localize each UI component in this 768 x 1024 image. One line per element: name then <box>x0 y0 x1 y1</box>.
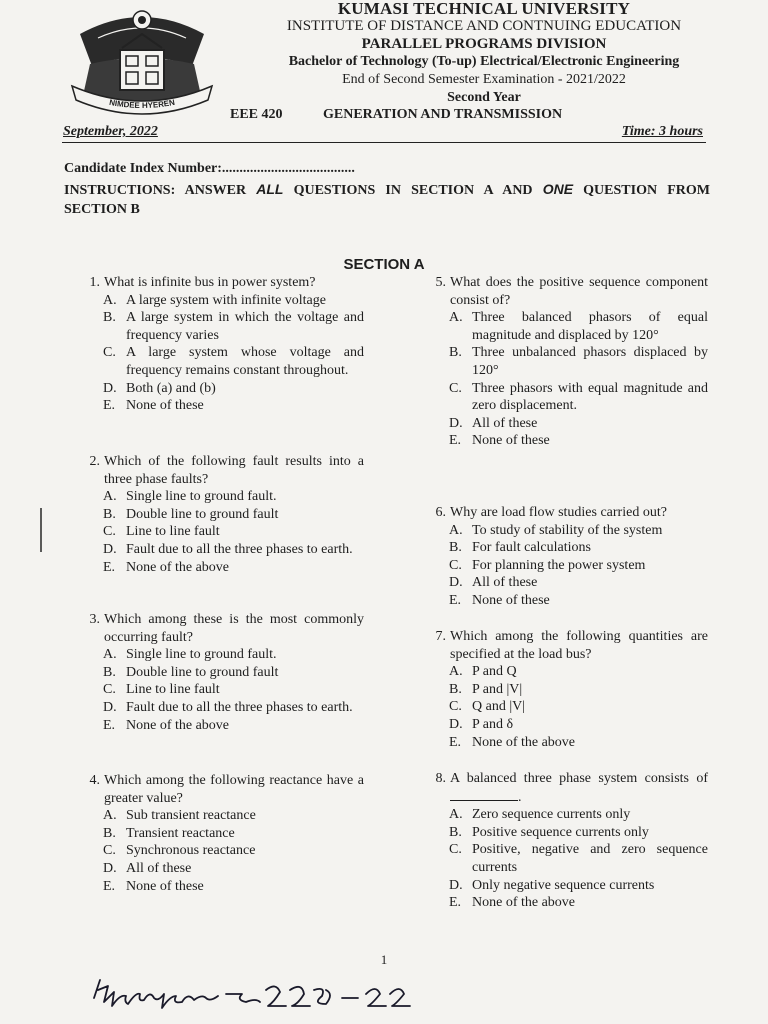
university-crest-logo <box>62 4 222 122</box>
question-text-end: . <box>518 789 522 805</box>
answer-option <box>426 663 708 681</box>
header-divider <box>62 142 706 143</box>
answer-option <box>80 506 364 524</box>
answer-option <box>426 734 708 752</box>
option-text: Zero sequence currents only <box>472 807 631 823</box>
answer-option <box>80 860 364 878</box>
option-text: Positive, negative and zero sequence currents <box>472 842 708 875</box>
course-code: EEE 420 <box>230 107 283 122</box>
question-text: Which of the following fault results into a three phase faults? <box>104 454 364 487</box>
signature-text: Ktupcuhbee 2428-22 <box>90 972 99 973</box>
question-text: Which among these is the most commonly occurring fault? <box>104 612 364 645</box>
option-text: To study of stability of the system <box>472 522 663 538</box>
option-text: Only negative sequence currents <box>472 877 655 893</box>
option-text: A large system in which the voltage and frequency varies <box>126 310 364 343</box>
option-letter: E. <box>103 717 116 733</box>
instructions-part2: QUESTIONS IN SECTION A AND <box>283 183 543 198</box>
option-text: Single line to ground fault. <box>126 647 277 663</box>
option-letter: B. <box>103 825 116 841</box>
question-7 <box>426 628 708 751</box>
question-number: 3. <box>89 612 100 627</box>
question-6 <box>426 504 708 610</box>
option-letter: B. <box>449 345 462 361</box>
margin-pen-mark <box>38 506 44 554</box>
crest-motto: NIMDEE HYEREN <box>108 97 176 111</box>
option-text: None of these <box>472 592 550 608</box>
question-1 <box>80 274 364 415</box>
option-letter: E. <box>449 895 462 911</box>
option-text: None of the above <box>472 734 576 750</box>
answer-option <box>80 523 364 541</box>
question-stem <box>426 274 708 309</box>
option-text: None of the above <box>472 895 576 911</box>
option-text: Both (a) and (b) <box>126 380 216 396</box>
option-text: None of the above <box>126 717 230 733</box>
option-text: P and δ <box>472 716 514 732</box>
question-stem <box>80 274 364 292</box>
option-text: A large system with infinite voltage <box>126 292 326 308</box>
question-3 <box>80 611 364 734</box>
answer-option <box>426 522 708 540</box>
question-number: 1. <box>89 275 100 290</box>
option-text: P and |V| <box>472 681 523 697</box>
option-letter: D. <box>449 415 463 431</box>
option-text: All of these <box>472 575 538 591</box>
answer-option <box>426 841 708 876</box>
section-title: SECTION A <box>343 256 425 273</box>
option-text: Fault due to all the three phases to earth. <box>126 541 353 557</box>
answer-option <box>426 380 708 415</box>
option-letter: E. <box>449 433 462 449</box>
option-text: P and Q <box>472 664 517 680</box>
university-name: KUMASI TECHNICAL UNIVERSITY <box>337 0 631 18</box>
option-text: Double line to ground fault <box>126 506 279 522</box>
question-5 <box>426 274 708 450</box>
option-letter: A. <box>449 807 463 823</box>
option-letter: D. <box>449 575 463 591</box>
option-letter: A. <box>103 292 117 308</box>
answer-option <box>80 699 364 717</box>
answer-option <box>426 309 708 344</box>
question-number: 8. <box>435 771 446 786</box>
option-letter: D. <box>103 699 117 715</box>
option-letter: B. <box>449 824 462 840</box>
answer-option <box>80 842 364 860</box>
option-text: None of the above <box>126 559 230 575</box>
option-text: Synchronous reactance <box>126 843 256 859</box>
option-letter: A. <box>449 522 463 538</box>
instructions-part3: QUESTION FROM SECTION B <box>64 183 710 217</box>
option-text: For fault calculations <box>472 540 591 556</box>
fill-in-blank <box>450 788 518 801</box>
option-letter: B. <box>103 664 116 680</box>
answer-option <box>426 877 708 895</box>
answer-option <box>426 894 708 912</box>
page-number: 1 <box>380 952 388 967</box>
option-letter: D. <box>103 860 117 876</box>
exam-duration: Time: 3 hours <box>621 124 703 139</box>
option-letter: B. <box>103 310 116 326</box>
option-letter: E. <box>103 878 116 894</box>
answer-option <box>80 344 364 379</box>
option-letter: B. <box>449 681 462 697</box>
option-letter: E. <box>449 734 462 750</box>
option-text: Sub transient reactance <box>126 808 256 824</box>
option-text: Single line to ground fault. <box>126 489 277 505</box>
option-letter: C. <box>103 345 116 361</box>
option-text: Three unbalanced phasors displaced by 120° <box>472 345 708 378</box>
question-number: 7. <box>435 629 446 644</box>
question-number: 5. <box>435 275 446 290</box>
answer-option <box>426 698 708 716</box>
option-letter: C. <box>103 682 116 698</box>
course-title: GENERATION AND TRANSMISSION <box>323 107 563 122</box>
exam-date: September, 2022 <box>63 124 158 139</box>
question-number: 2. <box>89 454 100 469</box>
question-8 <box>426 770 708 912</box>
question-text: Which among the following quantities are specified at the load bus? <box>450 629 708 662</box>
answer-option <box>426 539 708 557</box>
option-text: For planning the power system <box>472 557 646 573</box>
option-text: None of these <box>472 433 550 449</box>
answer-option <box>80 664 364 682</box>
question-text: Why are load flow studies carried out? <box>450 505 667 520</box>
institute-name: INSTITUTE OF DISTANCE AND CONTNUING EDUCATION <box>286 18 682 34</box>
question-2 <box>80 453 364 576</box>
division-name: PARALLEL PROGRAMS DIVISION <box>361 36 607 52</box>
instructions-one: ONE <box>542 181 574 197</box>
instructions <box>64 180 710 219</box>
answer-option <box>426 344 708 379</box>
question-text: Which among the following reactance have a greater value? <box>104 773 364 806</box>
question-text: What is infinite bus in power system? <box>104 275 316 290</box>
question-text: What does the positive sequence component consist of? <box>450 275 708 308</box>
answer-option <box>80 807 364 825</box>
answer-option <box>426 681 708 699</box>
option-letter: E. <box>449 592 462 608</box>
option-text: All of these <box>472 415 538 431</box>
answer-option <box>80 681 364 699</box>
answer-option <box>80 825 364 843</box>
option-text: Positive sequence currents only <box>472 824 649 840</box>
question-stem <box>80 611 364 646</box>
question-stem <box>80 453 364 488</box>
option-text: Three balanced phasors of equal magnitude and displaced by 120° <box>472 310 708 343</box>
option-letter: A. <box>103 808 117 824</box>
option-letter: A. <box>449 664 463 680</box>
option-letter: E. <box>103 398 116 414</box>
option-letter: C. <box>103 524 116 540</box>
question-number: 6. <box>435 505 446 520</box>
option-letter: A. <box>449 310 463 326</box>
option-text: Double line to ground fault <box>126 664 279 680</box>
option-text: Transient reactance <box>126 825 235 841</box>
option-letter: C. <box>449 557 462 573</box>
option-letter: A. <box>103 489 117 505</box>
option-letter: D. <box>103 380 117 396</box>
option-letter: C. <box>103 843 116 859</box>
question-text: A balanced three phase system consists of <box>450 771 708 786</box>
option-letter: C. <box>449 380 462 396</box>
option-text: Line to line fault <box>126 682 220 698</box>
question-stem <box>80 772 364 807</box>
year-label: Second Year <box>447 90 521 105</box>
instructions-all: ALL <box>256 181 284 197</box>
answer-option <box>80 292 364 310</box>
answer-option <box>426 806 708 824</box>
question-number: 4. <box>89 773 100 788</box>
instructions-part1: INSTRUCTIONS: ANSWER <box>64 183 257 198</box>
answer-option <box>80 646 364 664</box>
option-letter: B. <box>449 540 462 556</box>
answer-option <box>426 415 708 433</box>
candidate-index-field: Candidate Index Number:...................................... <box>64 161 355 176</box>
question-stem <box>426 504 708 522</box>
answer-option <box>426 574 708 592</box>
option-letter: A. <box>103 647 117 663</box>
option-letter: D. <box>449 877 463 893</box>
handwritten-signature <box>90 972 420 1012</box>
option-letter: C. <box>449 842 462 858</box>
answer-option <box>80 380 364 398</box>
answer-option <box>426 557 708 575</box>
question-4 <box>80 772 364 895</box>
answer-option <box>80 717 364 735</box>
answer-option <box>426 824 708 842</box>
option-letter: C. <box>449 699 462 715</box>
answer-option <box>80 541 364 559</box>
option-text: A large system whose voltage and frequency remains constant throughout. <box>126 345 364 378</box>
question-stem <box>426 628 708 663</box>
option-letter: D. <box>449 716 463 732</box>
answer-option <box>80 488 364 506</box>
option-letter: B. <box>103 506 116 522</box>
answer-option <box>80 559 364 577</box>
question-stem <box>426 770 708 806</box>
option-text: Three phasors with equal magnitude and zero displacement. <box>472 380 708 414</box>
answer-option <box>80 878 364 896</box>
option-text: Q and |V| <box>472 699 526 715</box>
answer-option <box>426 432 708 450</box>
answer-option <box>426 716 708 734</box>
option-text: None of these <box>126 878 204 894</box>
answer-option <box>80 397 364 415</box>
exam-name: End of Second Semester Examination - 2021/2022 <box>342 72 626 87</box>
option-text: Fault due to all the three phases to earth. <box>126 699 353 715</box>
programme-name: Bachelor of Technology (To-up) Electrical/Electronic Engineering <box>288 54 680 69</box>
option-text: Line to line fault <box>126 524 220 540</box>
option-text: All of these <box>126 860 192 876</box>
option-letter: D. <box>103 541 117 557</box>
option-letter: E. <box>103 559 116 575</box>
answer-option <box>426 592 708 610</box>
answer-option <box>80 309 364 344</box>
option-text: None of these <box>126 398 204 414</box>
